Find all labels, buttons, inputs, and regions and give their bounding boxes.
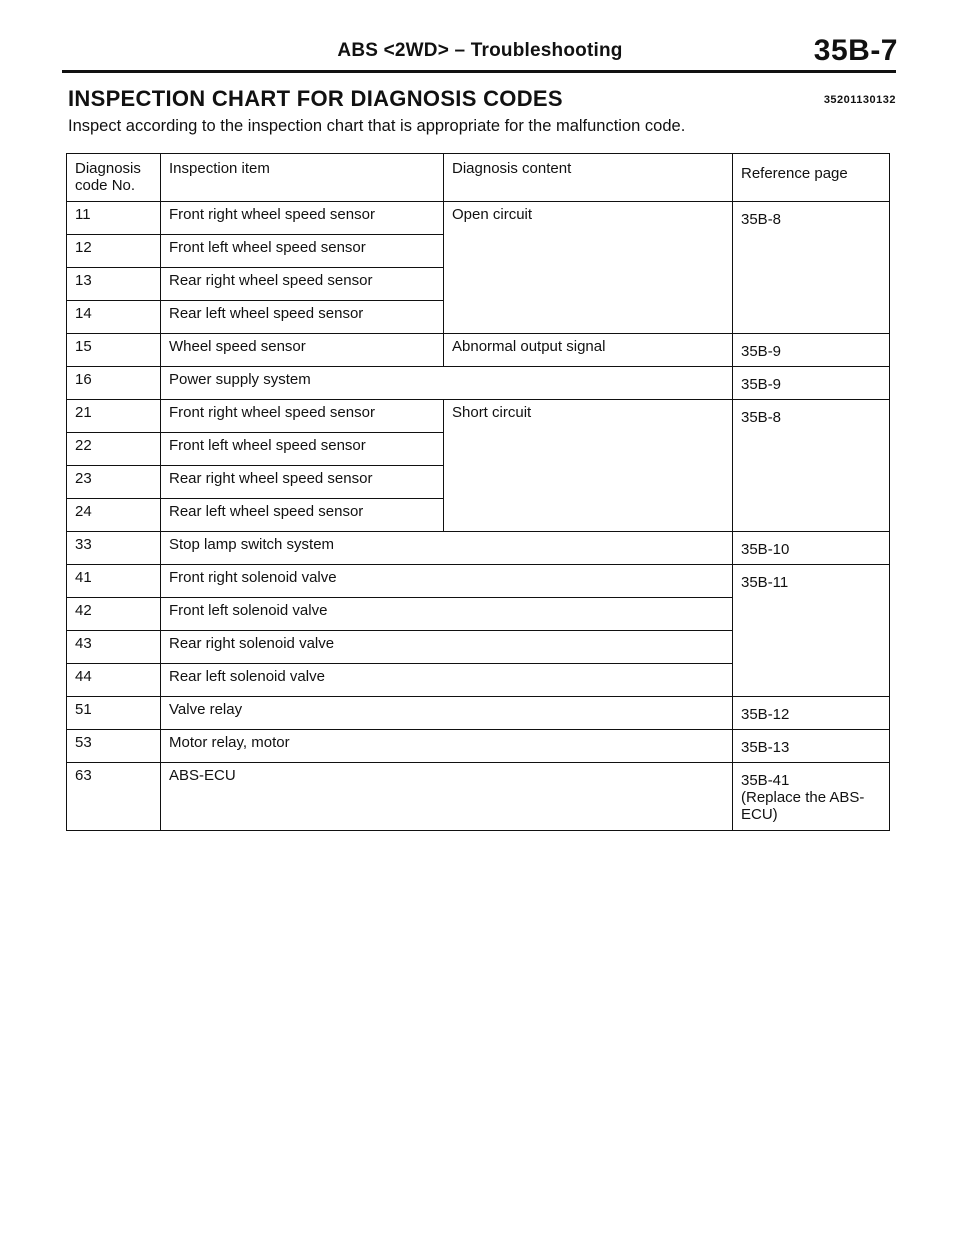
- table-row: [67, 334, 890, 367]
- item-cell: Rear left solenoid valve: [161, 664, 733, 697]
- table-row: [67, 763, 890, 831]
- code-cell: 21: [67, 400, 161, 433]
- table-row: [67, 697, 890, 730]
- table-row: [67, 565, 890, 598]
- reference-cell: 35B-9: [733, 334, 890, 367]
- inspection-chart-table: [66, 153, 890, 831]
- header-diagnosis-content: Diagnosis content: [444, 154, 733, 202]
- document-code: 35201130132: [823, 94, 896, 106]
- code-cell: 16: [67, 367, 161, 400]
- item-cell: Rear left wheel speed sensor: [161, 301, 444, 334]
- header-rule: [62, 70, 896, 73]
- header-title: ABS <2WD> – Troubleshooting: [337, 40, 623, 61]
- item-cell: Rear right solenoid valve: [161, 631, 733, 664]
- item-cell: Front left wheel speed sensor: [161, 235, 444, 268]
- reference-cell: 35B-13: [733, 730, 890, 763]
- reference-cell: 35B-8: [733, 400, 890, 532]
- code-cell: 51: [67, 697, 161, 730]
- code-cell: 15: [67, 334, 161, 367]
- code-cell: 22: [67, 433, 161, 466]
- reference-line3: ECU): [741, 805, 778, 823]
- reference-line1: 35B-41: [741, 772, 790, 789]
- content-cell: Short circuit: [444, 400, 733, 532]
- reference-cell: [733, 763, 890, 831]
- section-title: INSPECTION CHART FOR DIAGNOSIS CODES: [68, 86, 563, 111]
- code-cell: 12: [67, 235, 161, 268]
- item-cell: Motor relay, motor: [161, 730, 733, 763]
- code-cell: 24: [67, 499, 161, 532]
- code-cell: 33: [67, 532, 161, 565]
- page-number: 35B-7: [813, 34, 898, 67]
- item-cell: ABS-ECU: [161, 763, 733, 831]
- item-cell: Front right wheel speed sensor: [161, 202, 444, 235]
- code-cell: 53: [67, 730, 161, 763]
- table-header-row: [67, 154, 890, 202]
- header-diagnosis-code: [67, 154, 161, 202]
- header-code-line1: Diagnosis: [75, 160, 141, 177]
- header-inspection-item: Inspection item: [161, 154, 444, 202]
- intro-text: Inspect according to the inspection chart that is appropriate for the malfunction code.: [68, 117, 686, 135]
- item-cell: Rear right wheel speed sensor: [161, 268, 444, 301]
- header-code-line2: code No.: [75, 176, 136, 194]
- code-cell: 11: [67, 202, 161, 235]
- code-cell: 13: [67, 268, 161, 301]
- item-cell: Front left wheel speed sensor: [161, 433, 444, 466]
- reference-cell: 35B-12: [733, 697, 890, 730]
- item-cell: Wheel speed sensor: [161, 334, 444, 367]
- table-row: [67, 532, 890, 565]
- reference-cell: 35B-9: [733, 367, 890, 400]
- table-row: [67, 730, 890, 763]
- content-cell: Abnormal output signal: [444, 334, 733, 367]
- reference-cell: 35B-10: [733, 532, 890, 565]
- item-cell: Front right solenoid valve: [161, 565, 733, 598]
- code-cell: 44: [67, 664, 161, 697]
- item-cell: Front left solenoid valve: [161, 598, 733, 631]
- table-row: [67, 202, 890, 235]
- reference-cell: 35B-11: [733, 565, 890, 697]
- code-cell: 63: [67, 763, 161, 831]
- item-cell: Power supply system: [161, 367, 733, 400]
- item-cell: Rear left wheel speed sensor: [161, 499, 444, 532]
- item-cell: Rear right wheel speed sensor: [161, 466, 444, 499]
- reference-line2: (Replace the ABS-: [741, 788, 865, 806]
- code-cell: 43: [67, 631, 161, 664]
- table-row: [67, 367, 890, 400]
- item-cell: Valve relay: [161, 697, 733, 730]
- table-row: [67, 400, 890, 433]
- content-cell: Open circuit: [444, 202, 733, 334]
- item-cell: Front right wheel speed sensor: [161, 400, 444, 433]
- code-cell: 14: [67, 301, 161, 334]
- code-cell: 41: [67, 565, 161, 598]
- reference-cell: 35B-8: [733, 202, 890, 334]
- code-cell: 23: [67, 466, 161, 499]
- code-cell: 42: [67, 598, 161, 631]
- header-reference-page: Reference page: [733, 154, 890, 202]
- item-cell: Stop lamp switch system: [161, 532, 733, 565]
